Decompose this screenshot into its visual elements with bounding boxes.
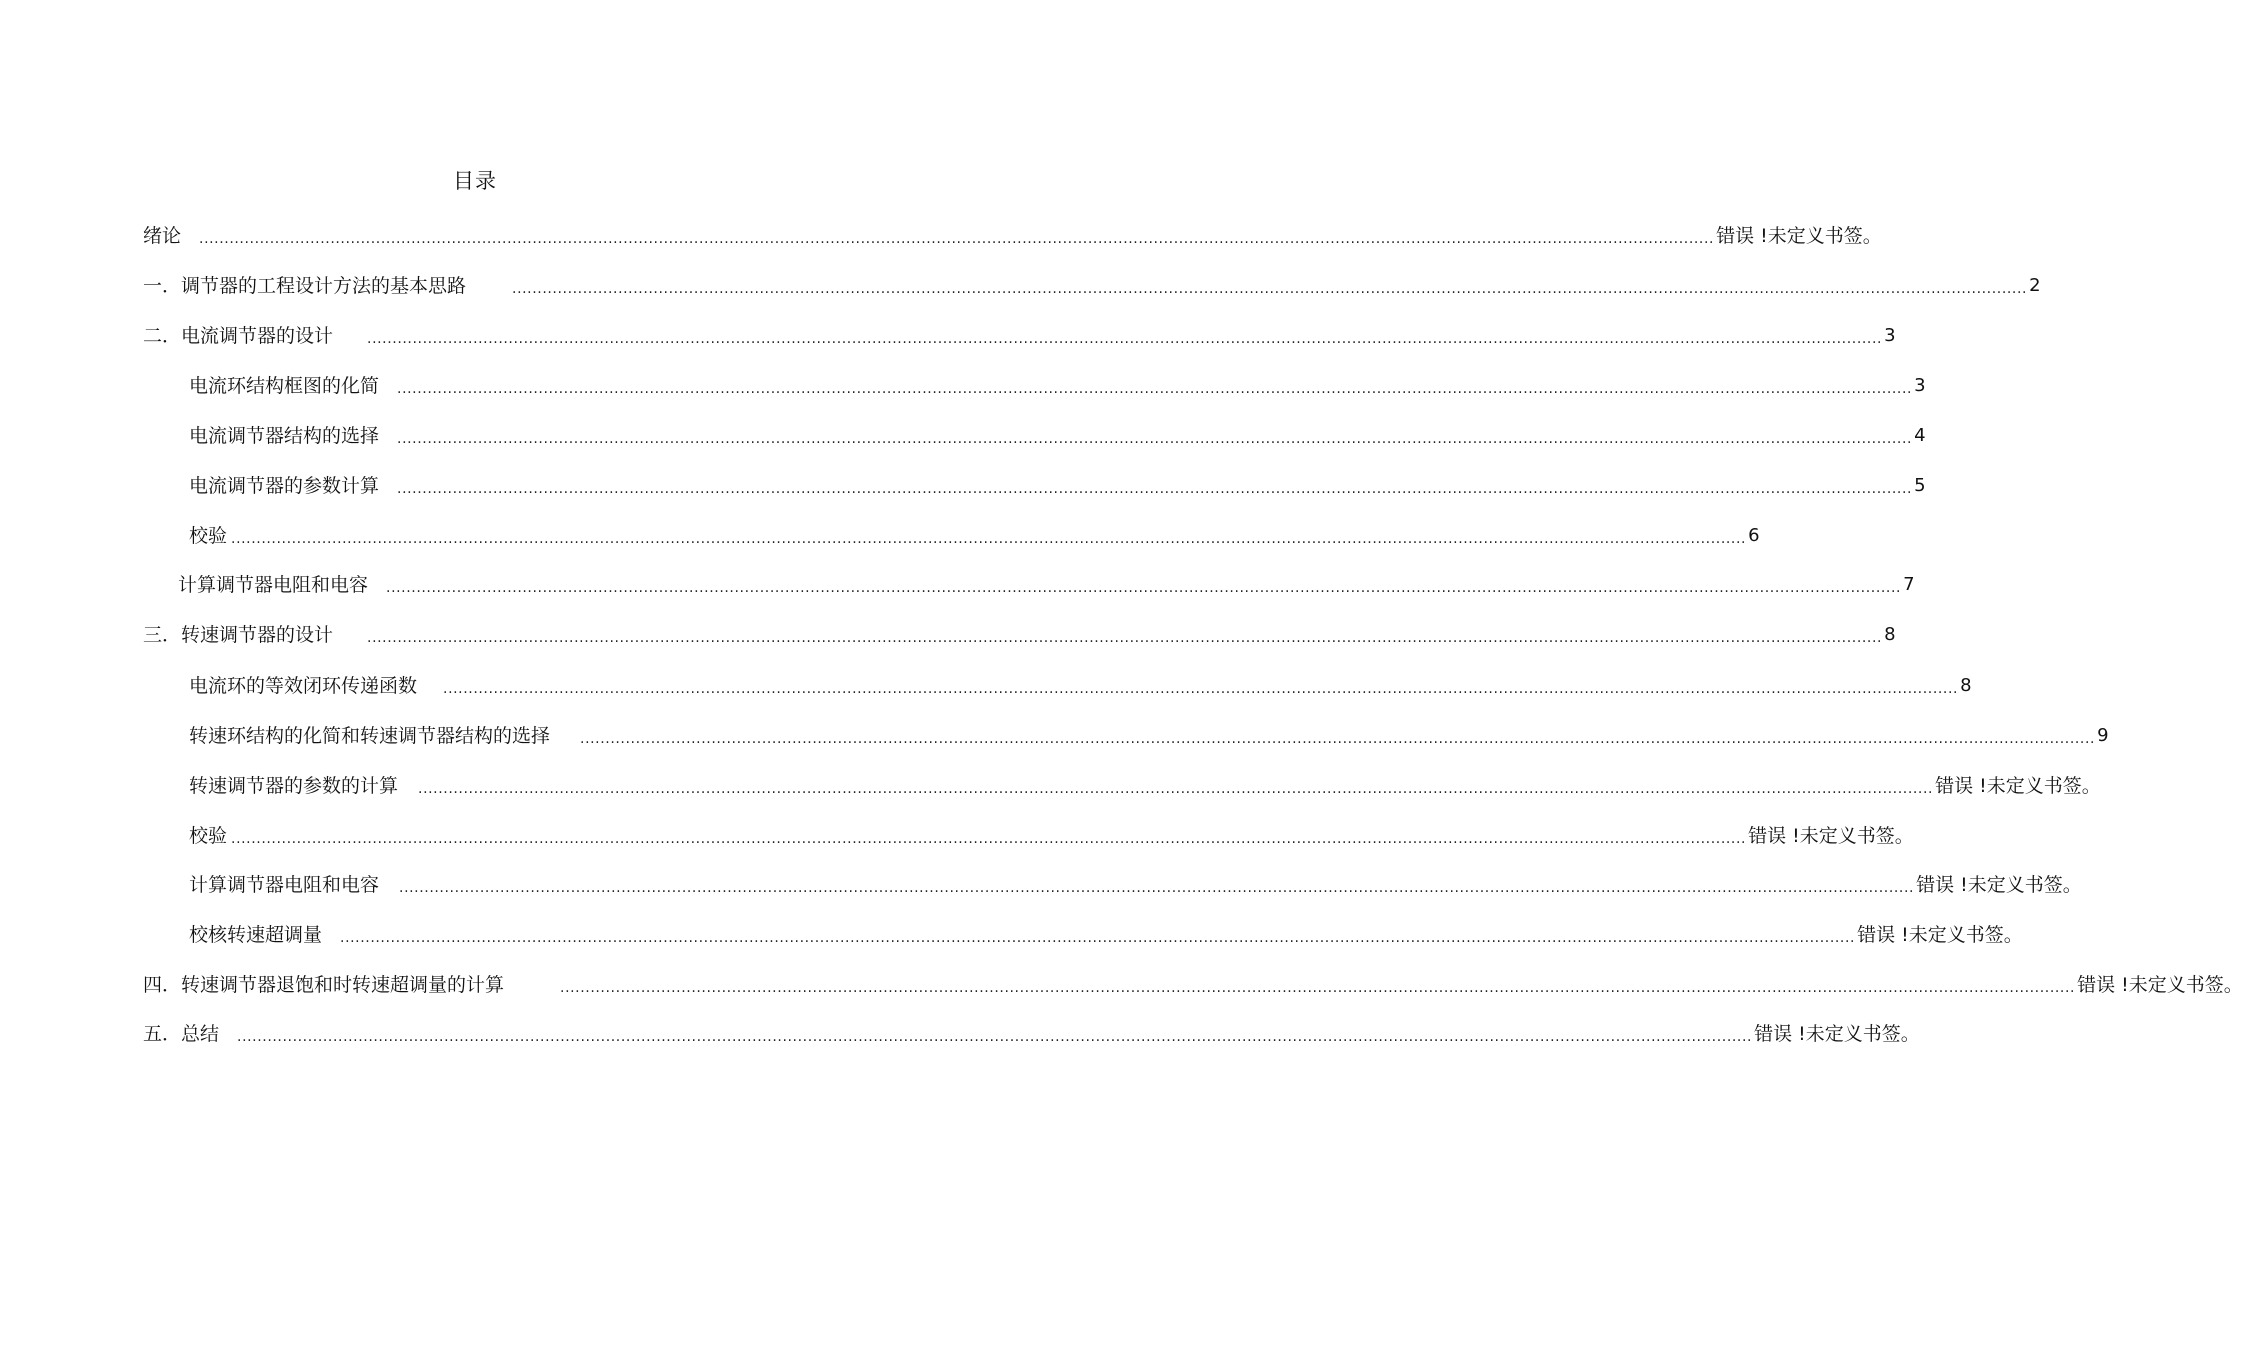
toc-page-ref: 7 [1903, 574, 1915, 595]
toc-entry-chapter-3[interactable] [0, 621, 1896, 649]
toc-page-ref: 错误 !未定义书签。 [1754, 1023, 1920, 1045]
toc-entry-section[interactable] [0, 472, 1926, 500]
toc-entry-label: 校核转速超调量 [189, 924, 323, 946]
toc-entry-number: 五． [143, 1023, 182, 1045]
toc-entry-section[interactable] [0, 522, 1760, 550]
toc-entry-label: 电流环结构框图的化简 [189, 375, 380, 397]
toc-entry-label: 转速调节器退饱和时转速超调量的计算 [181, 974, 505, 996]
toc-entry-label: 转速调节器的参数的计算 [189, 775, 399, 797]
toc-entry-chapter-4[interactable] [0, 971, 2243, 999]
toc-entry-number: 一． [143, 275, 182, 297]
toc-dot-leader: ............................................................................................................................................................................................................................................................................................................ [367, 331, 1883, 347]
toc-dot-leader: ............................................................................................................................................................................................................................................................................................................ [397, 481, 1913, 497]
toc-entry-label: 电流调节器的参数计算 [189, 475, 380, 497]
toc-dot-leader: ............................................................................................................................................................................................................................................................................................................ [443, 681, 1959, 697]
toc-entry-section[interactable] [0, 422, 1926, 450]
toc-entry-number: 三． [143, 624, 182, 646]
toc-dot-leader: ............................................................................................................................................................................................................................................................................................................ [386, 580, 1902, 596]
toc-dot-leader: ............................................................................................................................................................................................................................................................................................................ [199, 231, 1715, 247]
toc-entry-section[interactable] [0, 871, 2082, 899]
toc-dot-leader: ............................................................................................................................................................................................................................................................................................................ [397, 381, 1913, 397]
toc-page-ref: 错误 !未定义书签。 [1916, 874, 2082, 896]
toc-page-ref: 5 [1914, 475, 1926, 496]
toc-dot-leader: ............................................................................................................................................................................................................................................................................................................ [580, 731, 2096, 747]
toc-dot-leader: ............................................................................................................................................................................................................................................................................................................ [231, 831, 1747, 847]
toc-page-ref: 8 [1960, 675, 1972, 696]
toc-dot-leader: ............................................................................................................................................................................................................................................................................................................ [340, 930, 1856, 946]
toc-entry-chapter-5[interactable] [0, 1020, 1920, 1048]
toc-entry-label: 总结 [181, 1023, 220, 1045]
toc-entry-section[interactable] [0, 722, 2109, 750]
toc-dot-leader: ............................................................................................................................................................................................................................................................................................................ [237, 1029, 1753, 1045]
toc-page-ref: 错误 !未定义书签。 [1716, 225, 1882, 247]
toc-page-ref: 错误 !未定义书签。 [2077, 974, 2243, 996]
toc-page-ref: 3 [1884, 325, 1896, 346]
toc-page-ref: 错误 !未定义书签。 [1748, 825, 1914, 847]
toc-dot-leader: ............................................................................................................................................................................................................................................................................................................ [399, 880, 1915, 896]
toc-dot-leader: ............................................................................................................................................................................................................................................................................................................ [560, 980, 2076, 996]
toc-entry-label: 计算调节器电阻和电容 [178, 574, 369, 596]
toc-dot-leader: ............................................................................................................................................................................................................................................................................................................ [397, 431, 1913, 447]
toc-entry-intro[interactable] [0, 222, 1882, 250]
toc-entry-label: 电流调节器的设计 [181, 325, 334, 347]
toc-entry-section[interactable] [0, 571, 1915, 599]
toc-page-ref: 8 [1884, 624, 1896, 645]
toc-page-ref: 6 [1748, 525, 1760, 546]
toc-page-ref: 错误 !未定义书签。 [1935, 775, 2101, 797]
toc-dot-leader: ............................................................................................................................................................................................................................................................................................................ [231, 531, 1747, 547]
toc-entry-number: 二． [143, 325, 182, 347]
toc-page-ref: 2 [2029, 275, 2041, 296]
toc-entry-label: 调节器的工程设计方法的基本思路 [181, 275, 467, 297]
toc-dot-leader: ............................................................................................................................................................................................................................................................................................................ [367, 630, 1883, 646]
toc-entry-label: 转速调节器的设计 [181, 624, 334, 646]
toc-dot-leader: ............................................................................................................................................................................................................................................................................................................ [512, 281, 2028, 297]
toc-entry-label: 校验 [189, 825, 228, 847]
toc-page-ref: 4 [1914, 425, 1926, 446]
toc-entry-label: 电流环的等效闭环传递函数 [189, 675, 418, 697]
toc-entry-section[interactable] [0, 921, 2023, 949]
toc-entry-label: 计算调节器电阻和电容 [189, 874, 380, 896]
toc-entry-label: 电流调节器结构的选择 [189, 425, 380, 447]
toc-entry-section[interactable] [0, 372, 1926, 400]
toc-page-ref: 3 [1914, 375, 1926, 396]
toc-entry-label: 转速环结构的化简和转速调节器结构的选择 [189, 725, 551, 747]
toc-entry-section[interactable] [0, 672, 1972, 700]
toc-entry-chapter-2[interactable] [0, 322, 1896, 350]
toc-entry-chapter-1[interactable] [0, 272, 2041, 300]
toc-entry-section[interactable] [0, 822, 1914, 850]
toc-entry-label: 校验 [189, 525, 228, 547]
toc-dot-leader: ............................................................................................................................................................................................................................................................................................................ [418, 781, 1934, 797]
toc-entry-number: 四． [143, 974, 182, 996]
toc-title: 目录 [453, 169, 497, 193]
toc-page-ref: 错误 !未定义书签。 [1857, 924, 2023, 946]
toc-entry-section[interactable] [0, 772, 2101, 800]
toc-page-ref: 9 [2097, 725, 2109, 746]
toc-entry-label: 绪论 [143, 225, 182, 247]
